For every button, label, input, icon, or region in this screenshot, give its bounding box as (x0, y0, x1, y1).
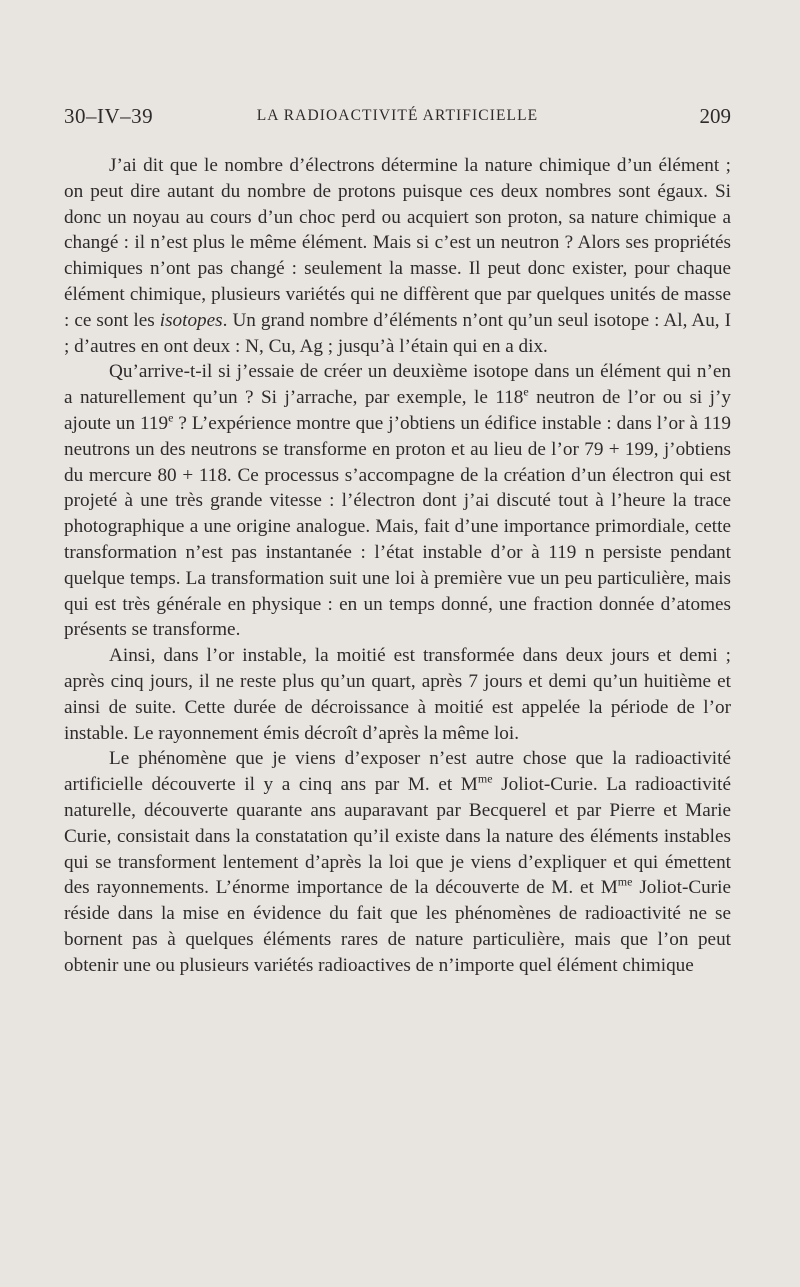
superscript: e (523, 384, 529, 399)
text-segment: J’ai dit que le nombre d’électrons détermine la nature chimique d’un élément ; on peut dire autant du nombre de protons puisque ces deux nombres sont égaux. Si donc un noyau au cours d’un choc perd ou acquiert son proton, sa nature chimique a changé : il n’est plus le même élément. Mais si c’est un neutron ? Alors ses propriétés chimiques n’ont pas changé : seulement la masse. Il peut donc exister, pour chaque élément chimique, plusieurs variétés qui ne diffèrent que par quelques unités de masse : ce sont les (64, 155, 731, 331)
date-stamp: 30–IV–39 (64, 104, 154, 128)
paragraph (64, 153, 731, 359)
text-segment: neutron de l’or ou si j’y ajoute un 119 (64, 387, 731, 434)
paragraph (64, 746, 731, 978)
text-segment: . Un grand nombre d’éléments n’ont qu’un seul isotope : Al, Au, I ; d’autres en ont deux : N, Cu, Ag ; jusqu’à l’étain qui en a dix. (64, 309, 731, 357)
paragraph (64, 643, 731, 746)
body-text (64, 153, 731, 979)
running-header (64, 104, 731, 134)
text-segment: ? L’expérience montre que j’obtiens un édifice instable : dans l’or à 119 neutrons un des neutrons se transforme en proton et au lieu de l’or 79 + 199, j’obtiens du mercure 80 + 118. Ce processus s’accompagne de la création d’un électron qui est projeté à une très grande vitesse : l’électron dont j’ai discuté tout à l’heure la trace photographique a une origine analogue. Mais, fait d’une importance primordiale, cette transformation n’est pas instantanée : l’état instable d’or à 119 n persiste pendant quelque temps. La transformation suit une loi à première vue un peu particulière, mais qui est très générale en physique : en un temps donné, une fraction donnée d’atomes présents se transforme. (64, 412, 731, 641)
text-segment: Joliot-Curie. La radioactivité naturelle, découverte quarante ans auparavant par Becquerel et par Pierre et Marie Curie, consistait dans la constatation qu’il existe dans la nature des éléments instables qui se transforment lentement d’après la loi que je viens d’expliquer et qui émettent des rayonnements. L’énorme importance de la découverte de M. et M (64, 774, 732, 899)
chapter-title: LA RADIOACTIVITÉ ARTIFICIELLE (256, 107, 539, 124)
italic-term: isotopes (159, 309, 223, 331)
page-number: 209 (699, 104, 731, 128)
text-segment: Ainsi, dans l’or instable, la moitié est transformée dans deux jours et demi ; après cinq jours, il ne reste plus qu’un quart, après 7 jours et demi qu’un huitième et ainsi de suite. Cette durée de décroissance à moitié est appelée la période de l’or instable. Le rayonnement émis décroît d’après la même loi. (64, 645, 731, 744)
text-segment: Le phénomène que je viens d’exposer n’est autre chose que la radioactivité artificielle découverte il y a cinq ans par M. et M (64, 748, 731, 796)
superscript: me (477, 771, 493, 786)
paragraph (64, 359, 731, 643)
superscript: me (617, 874, 633, 889)
text-segment: Qu’arrive-t-il si j’essaie de créer un deuxième isotope dans un élément qui n’en a naturellement qu’un ? Si j’arrache, par exemple, le 118 (64, 361, 731, 409)
superscript: e (168, 410, 174, 425)
text-segment: Joliot-Curie réside dans la mise en évidence du fait que les phénomènes de radioactivité ne se bornent pas à quelques éléments rares de nature particulière, mais que l’on peut obtenir une ou plusieurs variétés radioactives de n’importe quel élément chimique (64, 877, 731, 976)
